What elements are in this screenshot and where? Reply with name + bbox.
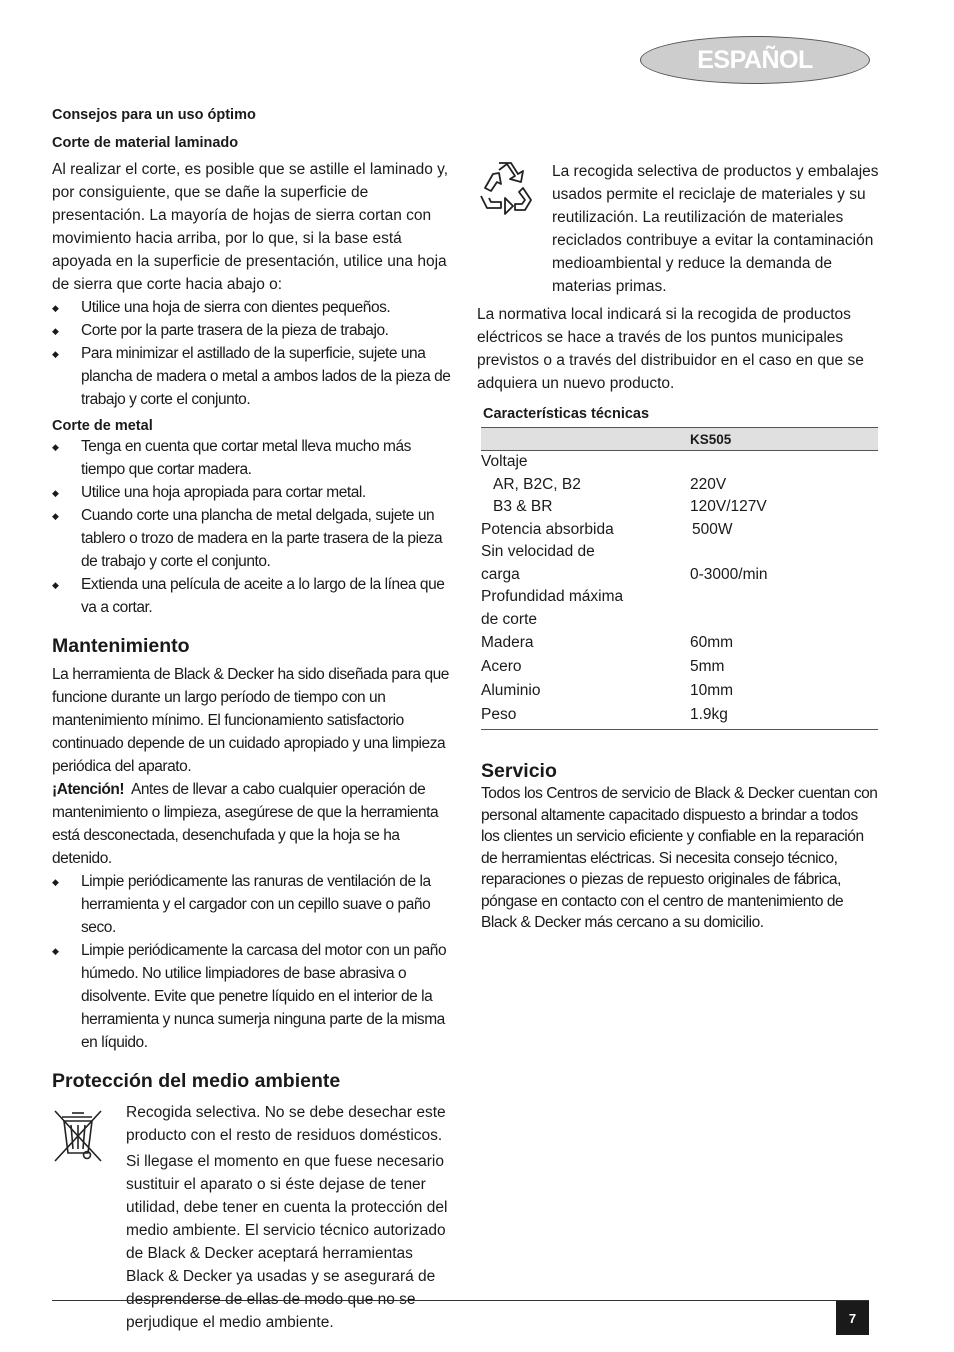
specs-title: Características técnicas xyxy=(483,406,650,422)
service-text: Todos los Centros de servicio de Black & Decker cuentan con personal altamente capacitado dispuesto a brindar a todos los clientes un servicio eficiente y confiable en la reparación de herramientas eléctricas. Si necesita consejo técnico, reparaciones o piezas de repuesto originales de fábrica, póngase en contacto con el centro de mantenimiento de Black & Decker más cercano a su domicilio. xyxy=(481,785,878,931)
laminate-heading: Corte de material laminado xyxy=(52,135,239,151)
table-row xyxy=(481,451,878,474)
list-item: ◆ Cuando corte una plancha de metal delgada, sujete un tablero o trozo de madera en la parte trasera de la pieza de trabajo y corte el conjunto. xyxy=(52,507,443,570)
diamond-bullet-icon: ◆ xyxy=(52,349,59,359)
list-item: ◆ Tenga en cuenta que cortar metal lleva mucho más tiempo que cortar madera. xyxy=(52,438,411,478)
list-item: ◆ Limpie periódicamente la carcasa del motor con un paño húmedo. No utilice limpiadores de base abrasiva o disolvente. Evite que penetre líquido en el interior de la herramienta y nunca sumerja ninguna parte de la misma en líquido. xyxy=(52,942,447,1051)
laminate-text: Al realizar el corte, es posible que se astille el laminado y, por consiguiente, que se dañe la superficie de presentación. La mayoría de hojas de sierra cortan con movimiento hacia arriba, por lo que, si la base está apoyada en la superficie de presentación, utilice una hoja de sierra que corte hacia abajo o: xyxy=(52,161,449,293)
spec-label: Acero xyxy=(481,658,522,675)
tips-heading: Consejos para un uso óptimo xyxy=(52,107,256,123)
diamond-bullet-icon: ◆ xyxy=(52,303,59,313)
spec-label: carga xyxy=(481,565,520,583)
maintenance-bullet-list xyxy=(52,870,452,1054)
laminate-bullet-list xyxy=(52,296,452,411)
table-row xyxy=(481,541,878,564)
recycle-section xyxy=(477,160,879,298)
left-column xyxy=(52,106,452,1334)
table-row xyxy=(481,703,878,730)
crossed-out-bin-icon xyxy=(52,1107,104,1165)
maintenance-heading: Mantenimiento xyxy=(52,635,190,657)
language-badge: ESPAÑOL xyxy=(640,36,870,84)
environment-paragraph-2: Si llegase el momento en que fuese necesario sustituir el aparato o si éste dejase de tener utilidad, debe tener en cuenta la protección del medio ambiente. El servicio técnico autorizado de Black & Decker aceptará herramientas Black & Decker ya usadas y se asegurará de desprenderse de ellas de modo que no se perjudique el medio ambiente. xyxy=(126,1153,448,1331)
spec-label: Profundidad máxima xyxy=(481,588,624,605)
specs-header-blank xyxy=(481,428,690,451)
spec-value: 1.9kg xyxy=(690,703,878,730)
list-item: ◆ Extienda una película de aceite a lo largo de la línea que va a cortar. xyxy=(52,576,445,616)
metal-heading: Corte de metal xyxy=(52,418,153,434)
environment-paragraph-1: Recogida selectiva. No se debe desechar este producto con el resto de residuos domésticos. xyxy=(126,1104,446,1144)
page-number: 7 xyxy=(836,1301,869,1335)
metal-bullet-list xyxy=(52,435,452,619)
list-item: ◆ Utilice una hoja apropiada para cortar metal. xyxy=(52,484,366,501)
spec-value: 500W xyxy=(692,520,733,538)
attention-text: Antes de llevar a cabo cualquier operación de mantenimiento o limpieza, asegúrese de que la herramienta está desconectada, desenchufada y que la hoja se ha detenido. xyxy=(52,781,439,867)
table-row xyxy=(481,496,878,519)
environment-heading: Protección del medio ambiente xyxy=(52,1070,341,1092)
spec-value: 0-3000/min xyxy=(690,565,768,583)
attention-label: ¡Atención! xyxy=(52,781,125,798)
table-row xyxy=(481,679,878,703)
diamond-bullet-icon: ◆ xyxy=(52,946,59,956)
list-item: ◆ Utilice una hoja de sierra con dientes pequeños. xyxy=(52,299,391,316)
diamond-bullet-icon: ◆ xyxy=(52,877,59,887)
list-item: ◆ Para minimizar el astillado de la superficie, sujete una plancha de madera o metal a ambos lados de la pieza de trabajo y corte el conjunto. xyxy=(52,345,451,408)
diamond-bullet-icon: ◆ xyxy=(52,580,59,590)
spec-label: Potencia absorbida xyxy=(481,520,614,538)
table-row xyxy=(481,474,878,497)
list-item: ◆ Limpie periódicamente las ranuras de ventilación de la herramienta y el cargador con un cepillo suave o paño seco. xyxy=(52,873,431,936)
spec-value: 5mm xyxy=(690,658,725,675)
maintenance-text: La herramienta de Black & Decker ha sido diseñada para que funcione durante un largo período de tiempo con un mantenimiento mínimo. El funcionamiento satisfactorio continuado depende de un cuidado apropiado y una limpieza periódica del aparato. xyxy=(52,666,449,775)
table-row xyxy=(481,631,878,655)
spec-label: Sin velocidad de xyxy=(481,543,595,560)
recycle-text: La recogida selectiva de productos y embalajes usados permite el reciclaje de materiales y su reutilización. La reutilización de materiales reciclados contribuye a evitar la contaminación medioambiental y reduce la demanda de materias primas. xyxy=(552,163,879,295)
spec-value: 10mm xyxy=(690,682,734,699)
diamond-bullet-icon: ◆ xyxy=(52,511,59,521)
recycle-icon xyxy=(477,160,535,218)
table-row xyxy=(481,655,878,679)
spec-value: 220V xyxy=(690,475,727,493)
right-column xyxy=(477,160,879,934)
diamond-bullet-icon: ◆ xyxy=(52,442,59,452)
specs-model: KS505 xyxy=(690,428,878,451)
table-row xyxy=(481,586,878,609)
specs-table xyxy=(481,427,878,730)
list-item: ◆ Corte por la parte trasera de la pieza de trabajo. xyxy=(52,322,389,339)
service-heading: Servicio xyxy=(481,760,557,782)
spec-value: 60mm xyxy=(690,634,734,651)
table-row xyxy=(481,564,878,587)
spec-label: de corte xyxy=(481,610,538,628)
spec-label: Aluminio xyxy=(481,682,541,699)
spec-label: Voltaje xyxy=(481,453,528,470)
spec-label: AR, B2C, B2 xyxy=(493,475,581,493)
spec-label: B3 & BR xyxy=(493,498,553,515)
attention-paragraph xyxy=(52,778,452,870)
spec-label: Peso xyxy=(481,703,690,730)
footer-divider xyxy=(52,1300,869,1301)
local-regulation-text: La normativa local indicará si la recogida de productos eléctricos se hace a través de los puntos municipales previstos o a través del distribuidor en el caso en que se adquiera un nuevo producto. xyxy=(477,306,864,392)
spec-value: 120V/127V xyxy=(690,498,767,515)
diamond-bullet-icon: ◆ xyxy=(52,488,59,498)
spec-label: Madera xyxy=(481,634,534,651)
table-row xyxy=(481,519,878,542)
diamond-bullet-icon: ◆ xyxy=(52,326,59,336)
table-row xyxy=(481,609,878,632)
table-header-row xyxy=(481,428,878,451)
